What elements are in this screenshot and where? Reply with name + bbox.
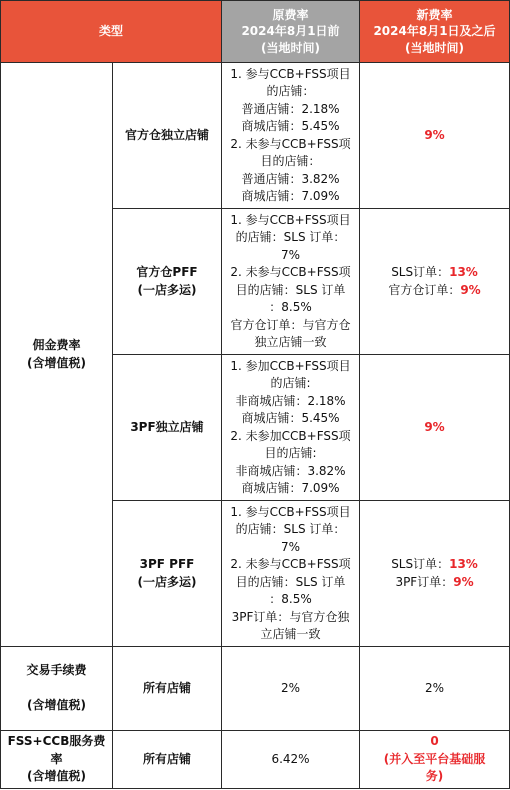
new-rate-value: 9% bbox=[460, 282, 481, 297]
old-rate-line: 非商城店铺：2.18% bbox=[235, 393, 346, 408]
store-type-3pf bbox=[113, 355, 222, 501]
transaction-fee-label-spacer bbox=[1, 680, 112, 698]
transaction-fee-old: 2% bbox=[222, 647, 360, 731]
new-rate-sls-line bbox=[360, 264, 509, 282]
old-rate-line: 1. 参与CCB+FSS项目 bbox=[230, 504, 351, 519]
header-new-date: 2024年8月1日及之后 bbox=[373, 24, 496, 39]
service-fee-label bbox=[1, 731, 113, 789]
header-old-tz: (当地时间) bbox=[261, 40, 320, 55]
store-type-official-pff bbox=[113, 209, 222, 355]
transaction-fee-row bbox=[1, 647, 510, 731]
service-fee-old: 6.42% bbox=[222, 731, 360, 789]
transaction-fee-label-line-1: 交易手续费 bbox=[26, 663, 87, 678]
new-rate-3pf-line bbox=[360, 574, 509, 592]
header-old-rate bbox=[222, 1, 360, 63]
old-rate-line: 的店铺： bbox=[266, 84, 315, 98]
commission-label-line-1: 佣金费率 bbox=[32, 338, 81, 352]
old-rate-official-pff bbox=[222, 209, 360, 355]
store-type-official-warehouse bbox=[113, 63, 222, 209]
old-rate-line: 7% bbox=[280, 247, 301, 262]
old-rate-line: ：8.5% bbox=[269, 300, 312, 314]
old-rate-line: 商城店铺：7.09% bbox=[241, 481, 340, 495]
new-rate-sls-line bbox=[360, 556, 509, 574]
header-type: 类型 bbox=[1, 1, 222, 63]
old-rate-line: 的店铺：SLS 订单： bbox=[235, 522, 346, 536]
service-fee-label-line-2: 率 bbox=[50, 751, 63, 766]
transaction-fee-label bbox=[1, 647, 113, 731]
old-rate-line: 1. 参与CCB+FSS项目 bbox=[230, 66, 351, 81]
service-fee-new bbox=[360, 731, 510, 789]
new-rate-value: 9% bbox=[453, 574, 474, 589]
new-rate-label: 3PF订单： bbox=[395, 574, 454, 589]
store-type-name: 3PF独立店铺 bbox=[130, 419, 204, 434]
service-fee-label-line-1: FSS+CCB服务费 bbox=[7, 734, 106, 749]
commission-label-line-2: (含增值税) bbox=[27, 355, 86, 370]
transaction-fee-label-line-2: (含增值税) bbox=[27, 698, 86, 713]
store-type-name: 官方仓PFF bbox=[136, 265, 198, 279]
old-rate-line: 的店铺: bbox=[270, 376, 311, 390]
old-rate-3pf bbox=[222, 355, 360, 501]
new-rate-label: SLS订单： bbox=[391, 557, 450, 571]
old-rate-line: 目的店铺：SLS 订单 bbox=[235, 282, 346, 297]
new-rate-label: 官方仓订单： bbox=[388, 282, 461, 297]
header-new-title: 新费率 bbox=[416, 7, 453, 22]
old-rate-line: 官方仓订单：与官方仓 bbox=[230, 317, 351, 332]
old-rate-line: 非商城店铺：3.82% bbox=[235, 463, 346, 478]
old-rate-line: 2. 未参与CCB+FSS项 bbox=[230, 557, 351, 571]
service-fee-label-line-3: (含增值税) bbox=[27, 769, 86, 784]
new-rate-3pf: 9% bbox=[360, 355, 510, 501]
old-rate-line: 普通店铺：2.18% bbox=[241, 101, 340, 116]
old-rate-line: 商城店铺：7.09% bbox=[241, 189, 340, 203]
old-rate-line: 1. 参加CCB+FSS项目 bbox=[230, 358, 351, 373]
store-type-name: 官方仓独立店铺 bbox=[125, 127, 210, 142]
old-rate-line: 独立店铺一致 bbox=[254, 335, 327, 349]
old-rate-line: 2. 未参与CCB+FSS项 bbox=[230, 265, 351, 279]
new-rate-official-pff bbox=[360, 209, 510, 355]
old-rate-line: 3PF订单：与官方仓独 bbox=[231, 609, 350, 624]
old-rate-line: 目的店铺：SLS 订单 bbox=[235, 574, 346, 589]
new-rate-value: 13% bbox=[449, 557, 478, 571]
old-rate-line: 2. 未参加CCB+FSS项 bbox=[230, 428, 351, 443]
service-fee-row bbox=[1, 731, 510, 789]
service-fee-scope: 所有店铺 bbox=[113, 731, 222, 789]
old-rate-official-warehouse bbox=[222, 63, 360, 209]
new-rate-label: SLS订单： bbox=[391, 265, 450, 279]
new-rate-official-warehouse: 9% bbox=[360, 63, 510, 209]
old-rate-line: 1. 参与CCB+FSS项目 bbox=[230, 212, 351, 227]
header-old-title: 原费率 bbox=[272, 7, 309, 22]
old-rate-3pf-pff bbox=[222, 501, 360, 647]
store-type-subname: (一店多运) bbox=[137, 574, 197, 589]
old-rate-line: 普通店铺：3.82% bbox=[241, 171, 340, 186]
old-rate-line: 商城店铺：5.45% bbox=[241, 411, 340, 425]
old-rate-line: 目的店铺： bbox=[260, 154, 321, 168]
service-fee-new-value: 0 bbox=[430, 734, 439, 749]
transaction-fee-new: 2% bbox=[360, 647, 510, 731]
new-rate-value: 13% bbox=[449, 265, 478, 279]
new-rate-warehouse-line bbox=[360, 282, 509, 300]
store-type-3pf-pff bbox=[113, 501, 222, 647]
old-rate-line: ：8.5% bbox=[269, 592, 312, 606]
old-rate-line: 的店铺：SLS 订单： bbox=[235, 230, 346, 244]
old-rate-line: 7% bbox=[280, 539, 301, 554]
service-fee-new-note: (并入至平台基础服 bbox=[383, 751, 486, 766]
header-old-date: 2024年8月1日前 bbox=[241, 24, 340, 39]
old-rate-line: 2. 未参与CCB+FSS项 bbox=[230, 136, 351, 151]
transaction-fee-scope: 所有店铺 bbox=[113, 647, 222, 731]
store-type-name: 3PF PFF bbox=[139, 557, 195, 571]
header-new-rate bbox=[360, 1, 510, 63]
header-new-tz: (当地时间) bbox=[405, 40, 464, 55]
commission-row-1 bbox=[1, 63, 510, 209]
header-row bbox=[1, 1, 510, 63]
commission-label bbox=[1, 63, 113, 647]
old-rate-line: 商城店铺：5.45% bbox=[241, 119, 340, 133]
old-rate-line: 目的店铺: bbox=[264, 446, 317, 460]
store-type-subname: (一店多运) bbox=[137, 282, 197, 297]
service-fee-new-note: 务) bbox=[425, 769, 444, 784]
old-rate-line: 立店铺一致 bbox=[260, 627, 321, 641]
new-rate-3pf-pff bbox=[360, 501, 510, 647]
